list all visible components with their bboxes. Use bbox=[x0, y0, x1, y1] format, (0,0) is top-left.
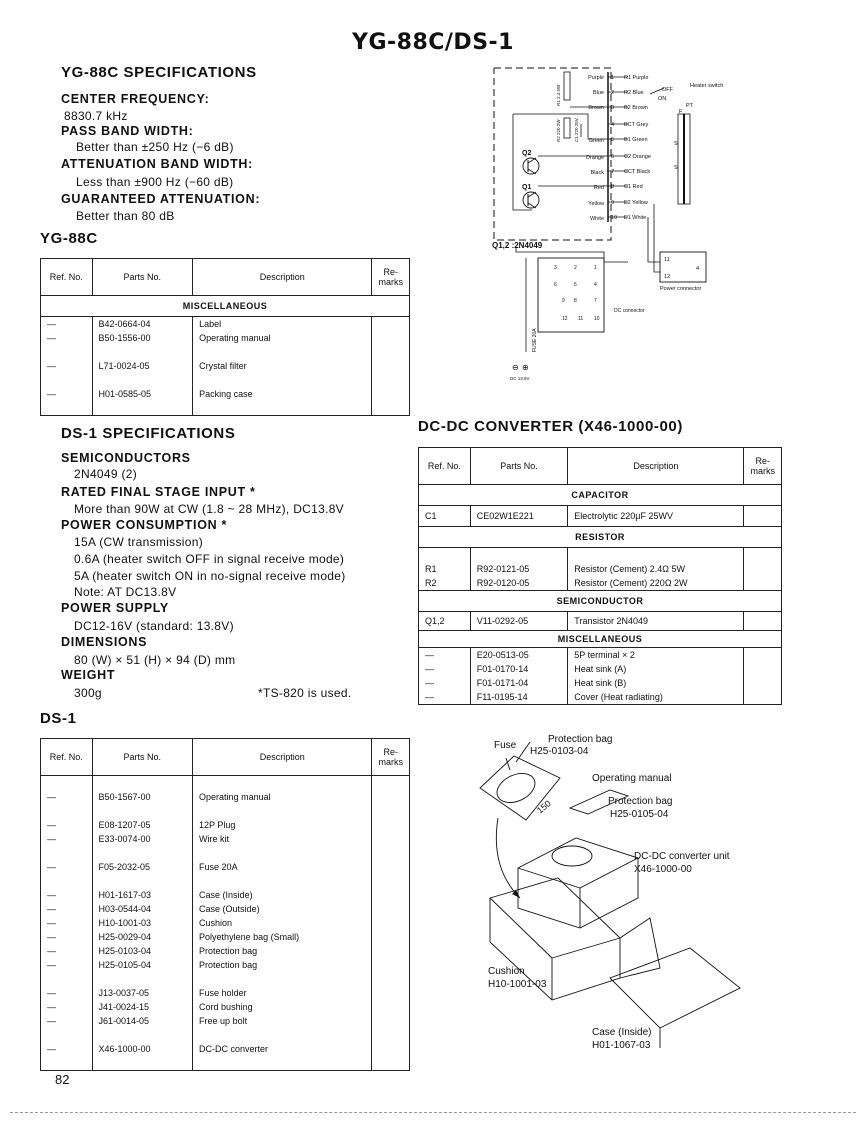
wire-label: Green bbox=[588, 138, 604, 144]
spec-label: GUARANTEED ATTENUATION: bbox=[61, 192, 261, 206]
section-label: RESISTOR bbox=[419, 527, 782, 548]
section-label: SEMICONDUCTOR bbox=[419, 591, 782, 612]
svg-text:7: 7 bbox=[594, 298, 597, 304]
col-part: Parts No. bbox=[470, 448, 568, 485]
dc-connector-label: DC connector bbox=[614, 308, 645, 314]
spec-value: Note: AT DC13.8V bbox=[74, 585, 177, 599]
page-number: 82 bbox=[55, 1072, 70, 1087]
pin-number: 10 bbox=[611, 215, 618, 221]
pt-label: PT bbox=[686, 103, 694, 109]
case-part-label: H01-1067-03 bbox=[592, 1040, 651, 1051]
table-row: — L71-0024-05 Crystal filter bbox=[41, 359, 410, 373]
svg-text:11: 11 bbox=[578, 316, 584, 322]
size-label: 150 bbox=[534, 798, 553, 816]
r2-label: R2 220 2W bbox=[556, 119, 561, 142]
ds1-parts-heading: DS-1 bbox=[40, 710, 77, 727]
table-row: — E20-0513-05 5P terminal × 2 bbox=[419, 648, 782, 663]
table-row: Q1,2 V11-0292-05 Transistor 2N4049 bbox=[419, 612, 782, 631]
spec-label: DIMENSIONS bbox=[61, 635, 148, 649]
spec-value: 80 (W) × 51 (H) × 94 (D) mm bbox=[74, 653, 236, 667]
svg-text:1: 1 bbox=[594, 265, 597, 271]
q2-label: Q2 bbox=[522, 150, 532, 157]
wire-label: Red bbox=[593, 185, 604, 191]
spec-footnote: *TS-820 is used. bbox=[258, 686, 352, 700]
unit-name-label: DC-DC converter unit bbox=[634, 851, 730, 862]
col-ref: Ref. No. bbox=[41, 739, 93, 776]
table-row: — X46-1000-00 DC-DC converter bbox=[41, 1042, 410, 1056]
wire-label: Brown bbox=[588, 105, 604, 111]
unit-part-label: X46-1000-00 bbox=[634, 864, 692, 875]
cushion-part-label: H10-1001-03 bbox=[488, 979, 547, 990]
cushion-name-label: Cushion bbox=[488, 966, 525, 977]
spec-label: WEIGHT bbox=[61, 668, 116, 682]
spec-value: Better than 80 dB bbox=[76, 209, 175, 223]
table-row: — J61-0014-05 Free up bolt bbox=[41, 1014, 410, 1028]
svg-text:4: 4 bbox=[594, 282, 597, 288]
col-remarks: Re-marks bbox=[372, 739, 410, 776]
pin-number: 1 bbox=[611, 75, 615, 81]
yg88c-parts-heading: YG-88C bbox=[40, 230, 98, 247]
table-row: — J41-0024-15 Cord bushing bbox=[41, 1000, 410, 1014]
spec-value: Less than ±900 Hz (−60 dB) bbox=[76, 175, 234, 189]
section-label: CAPACITOR bbox=[419, 485, 782, 506]
r1-label: R1 2.4 5W bbox=[556, 84, 561, 106]
fuse-label: Fuse bbox=[494, 740, 517, 751]
wire-label: R1 Purple bbox=[624, 75, 649, 81]
page-title: YG-88C/DS-1 bbox=[352, 30, 514, 55]
svg-text:6: 6 bbox=[554, 282, 557, 288]
operating-manual-label: Operating manual bbox=[592, 773, 672, 784]
pin-number: 5 bbox=[611, 137, 615, 143]
pin-number: 9 bbox=[611, 200, 615, 206]
table-row: — H10-1001-03 Cushion bbox=[41, 916, 410, 930]
svg-text:12: 12 bbox=[562, 316, 568, 322]
spec-label: CENTER FREQUENCY: bbox=[61, 92, 210, 106]
case-name-label: Case (Inside) bbox=[592, 1027, 652, 1038]
wire-label: B2 Brown bbox=[624, 105, 648, 111]
col-ref: Ref. No. bbox=[41, 259, 93, 296]
spec-label: PASS BAND WIDTH: bbox=[61, 124, 194, 138]
table-row: — H03-0544-04 Case (Outside) bbox=[41, 902, 410, 916]
wire-label: Black bbox=[590, 170, 604, 176]
col-desc: Description bbox=[193, 739, 372, 776]
scan-edge bbox=[10, 1112, 856, 1113]
pin-number: 2 bbox=[611, 90, 615, 96]
yg88c-parts-table bbox=[40, 258, 410, 416]
table-row: — J13-0037-05 Fuse holder bbox=[41, 986, 410, 1000]
q1-label: Q1 bbox=[522, 184, 532, 191]
spec-value: More than 90W at CW (1.8 ~ 28 MHz), DC13.8V bbox=[74, 502, 344, 516]
col-remarks: Re-marks bbox=[372, 259, 410, 296]
table-row: — H01-0585-05 Packing case bbox=[41, 387, 410, 401]
svg-text:9: 9 bbox=[562, 298, 565, 304]
table-row: R1 R92-0121-05 Resistor (Cement) 2.4Ω 5W bbox=[419, 562, 782, 576]
wire-label: E1 White bbox=[624, 215, 647, 221]
table-row: — F01-0171-04 Heat sink (B) bbox=[419, 676, 782, 690]
spec-value: 8830.7 kHz bbox=[64, 109, 128, 123]
section-label: MISCELLANEOUS bbox=[41, 296, 410, 317]
wire-label: White bbox=[589, 216, 604, 222]
pin-number: 6 bbox=[611, 154, 615, 160]
polarity-pos: ⊕ bbox=[522, 363, 529, 372]
table-row: — E33-0074-00 Wire kit bbox=[41, 832, 410, 846]
wire-label: C2 Orange bbox=[624, 154, 651, 160]
table-row: — B50-1556-00 Operating manual bbox=[41, 331, 410, 345]
spec-value: 15A (CW transmission) bbox=[74, 535, 203, 549]
svg-text:3: 3 bbox=[554, 265, 557, 271]
wire-label: CCT Black bbox=[624, 169, 651, 175]
pc-pin: 12 bbox=[664, 274, 671, 280]
table-row: — F11-0195-14 Cover (Heat radiating) bbox=[419, 690, 782, 705]
pin-number: 7 bbox=[611, 169, 615, 175]
table-row: — E08-1207-05 12P Plug bbox=[41, 818, 410, 832]
section-label: MISCELLANEOUS bbox=[419, 631, 782, 648]
spec-value: Better than ±250 Hz (−6 dB) bbox=[76, 140, 234, 154]
wire-label: C1 Red bbox=[624, 184, 643, 190]
protection-bag-2-name: Protection bag bbox=[608, 796, 673, 807]
wire-label: E2 Yellow bbox=[624, 200, 648, 206]
spec-value: DC12-16V (standard: 13.8V) bbox=[74, 619, 234, 633]
switch-on-label: ON bbox=[658, 96, 667, 102]
table-row: — H25-0103-04 Protection bag bbox=[41, 944, 410, 958]
pin-number: 3 bbox=[611, 105, 615, 111]
table-row: — H25-0105-04 Protection bag bbox=[41, 958, 410, 972]
power-connector-label: Power connector bbox=[660, 286, 702, 292]
table-row: — H01-1617-03 Case (Inside) bbox=[41, 888, 410, 902]
table-row: — F01-0170-14 Heat sink (A) bbox=[419, 662, 782, 676]
f-label: F bbox=[679, 109, 683, 115]
wire-label: Yellow bbox=[588, 201, 604, 207]
heater-switch-label: Heater switch bbox=[690, 83, 724, 89]
table-row: — B42-0664-04 Label bbox=[41, 317, 410, 332]
wire-label: R2 Blue bbox=[624, 90, 644, 96]
dcdc-parts-heading: DC-DC CONVERTER (X46-1000-00) bbox=[418, 418, 683, 435]
svg-text:10: 10 bbox=[594, 316, 600, 322]
col-ref: Ref. No. bbox=[419, 448, 471, 485]
spec-value: 300g bbox=[74, 686, 102, 700]
protection-bag-1-name: Protection bag bbox=[548, 734, 613, 745]
wire-label: B1 Green bbox=[624, 137, 648, 143]
protection-bag-2-part: H25-0105-04 bbox=[610, 809, 669, 820]
ds1-spec-heading: DS-1 SPECIFICATIONS bbox=[61, 425, 236, 442]
spec-label: RATED FINAL STAGE INPUT * bbox=[61, 485, 256, 499]
col-part: Parts No. bbox=[92, 739, 193, 776]
spec-label: ATTENUATION BAND WIDTH: bbox=[61, 157, 253, 171]
svg-text:5: 5 bbox=[574, 282, 577, 288]
spec-label: POWER SUPPLY bbox=[61, 601, 169, 615]
packing-illustration bbox=[470, 728, 810, 1058]
table-row: — F05-2032-05 Fuse 20A bbox=[41, 860, 410, 874]
col-part: Parts No. bbox=[92, 259, 193, 296]
wire-label: Orange bbox=[585, 155, 604, 161]
svg-text:2: 2 bbox=[574, 265, 577, 271]
svg-text:8: 8 bbox=[574, 298, 577, 304]
wire-label: Blue bbox=[592, 90, 604, 96]
s-label: S bbox=[674, 141, 678, 147]
table-row: C1 CE02W1E221 Electrolytic 220μF 25WV bbox=[419, 506, 782, 527]
table-row: R2 R92-0120-05 Resistor (Cement) 220Ω 2W bbox=[419, 576, 782, 591]
dc-voltage-label: DC 13.8V bbox=[510, 376, 530, 381]
pc-pin: 11 bbox=[664, 257, 670, 263]
wire-label: Purple bbox=[588, 75, 604, 81]
spec-value: 0.6A (heater switch OFF in signal receive mode) bbox=[74, 552, 345, 566]
wire-label: BCT Grey bbox=[624, 122, 649, 128]
c1-label: C1 220 25V bbox=[574, 118, 579, 142]
s-label: S bbox=[674, 165, 678, 171]
fuse-label: FUSE 20A bbox=[532, 328, 538, 352]
ds1-parts-table bbox=[40, 738, 410, 1071]
transistor-type-label: Q1,2 :2N4049 bbox=[492, 241, 543, 250]
switch-off-label: OFF bbox=[662, 87, 673, 93]
polarity-neg: ⊖ bbox=[512, 363, 519, 372]
col-remarks: Re-marks bbox=[744, 448, 782, 485]
dcdc-parts-table bbox=[418, 447, 782, 705]
protection-bag-1-part: H25-0103-04 bbox=[530, 746, 589, 757]
yg88c-spec-heading: YG-88C SPECIFICATIONS bbox=[61, 64, 257, 81]
spec-label: POWER CONSUMPTION * bbox=[61, 518, 228, 532]
spec-label: SEMICONDUCTORS bbox=[61, 451, 191, 465]
table-row: — B50-1567-00 Operating manual bbox=[41, 790, 410, 804]
spec-value: 2N4049 (2) bbox=[74, 467, 138, 481]
spec-value: 5A (heater switch ON in no-signal receive mode) bbox=[74, 569, 346, 583]
pc-pin: 4 bbox=[696, 266, 700, 272]
col-desc: Description bbox=[568, 448, 744, 485]
pin-number: 8 bbox=[611, 184, 615, 190]
circuit-schematic bbox=[478, 62, 738, 384]
col-desc: Description bbox=[193, 259, 372, 296]
table-row: — H25-0029-04 Polyethylene bag (Small) bbox=[41, 930, 410, 944]
pin-number: 4 bbox=[611, 122, 615, 128]
